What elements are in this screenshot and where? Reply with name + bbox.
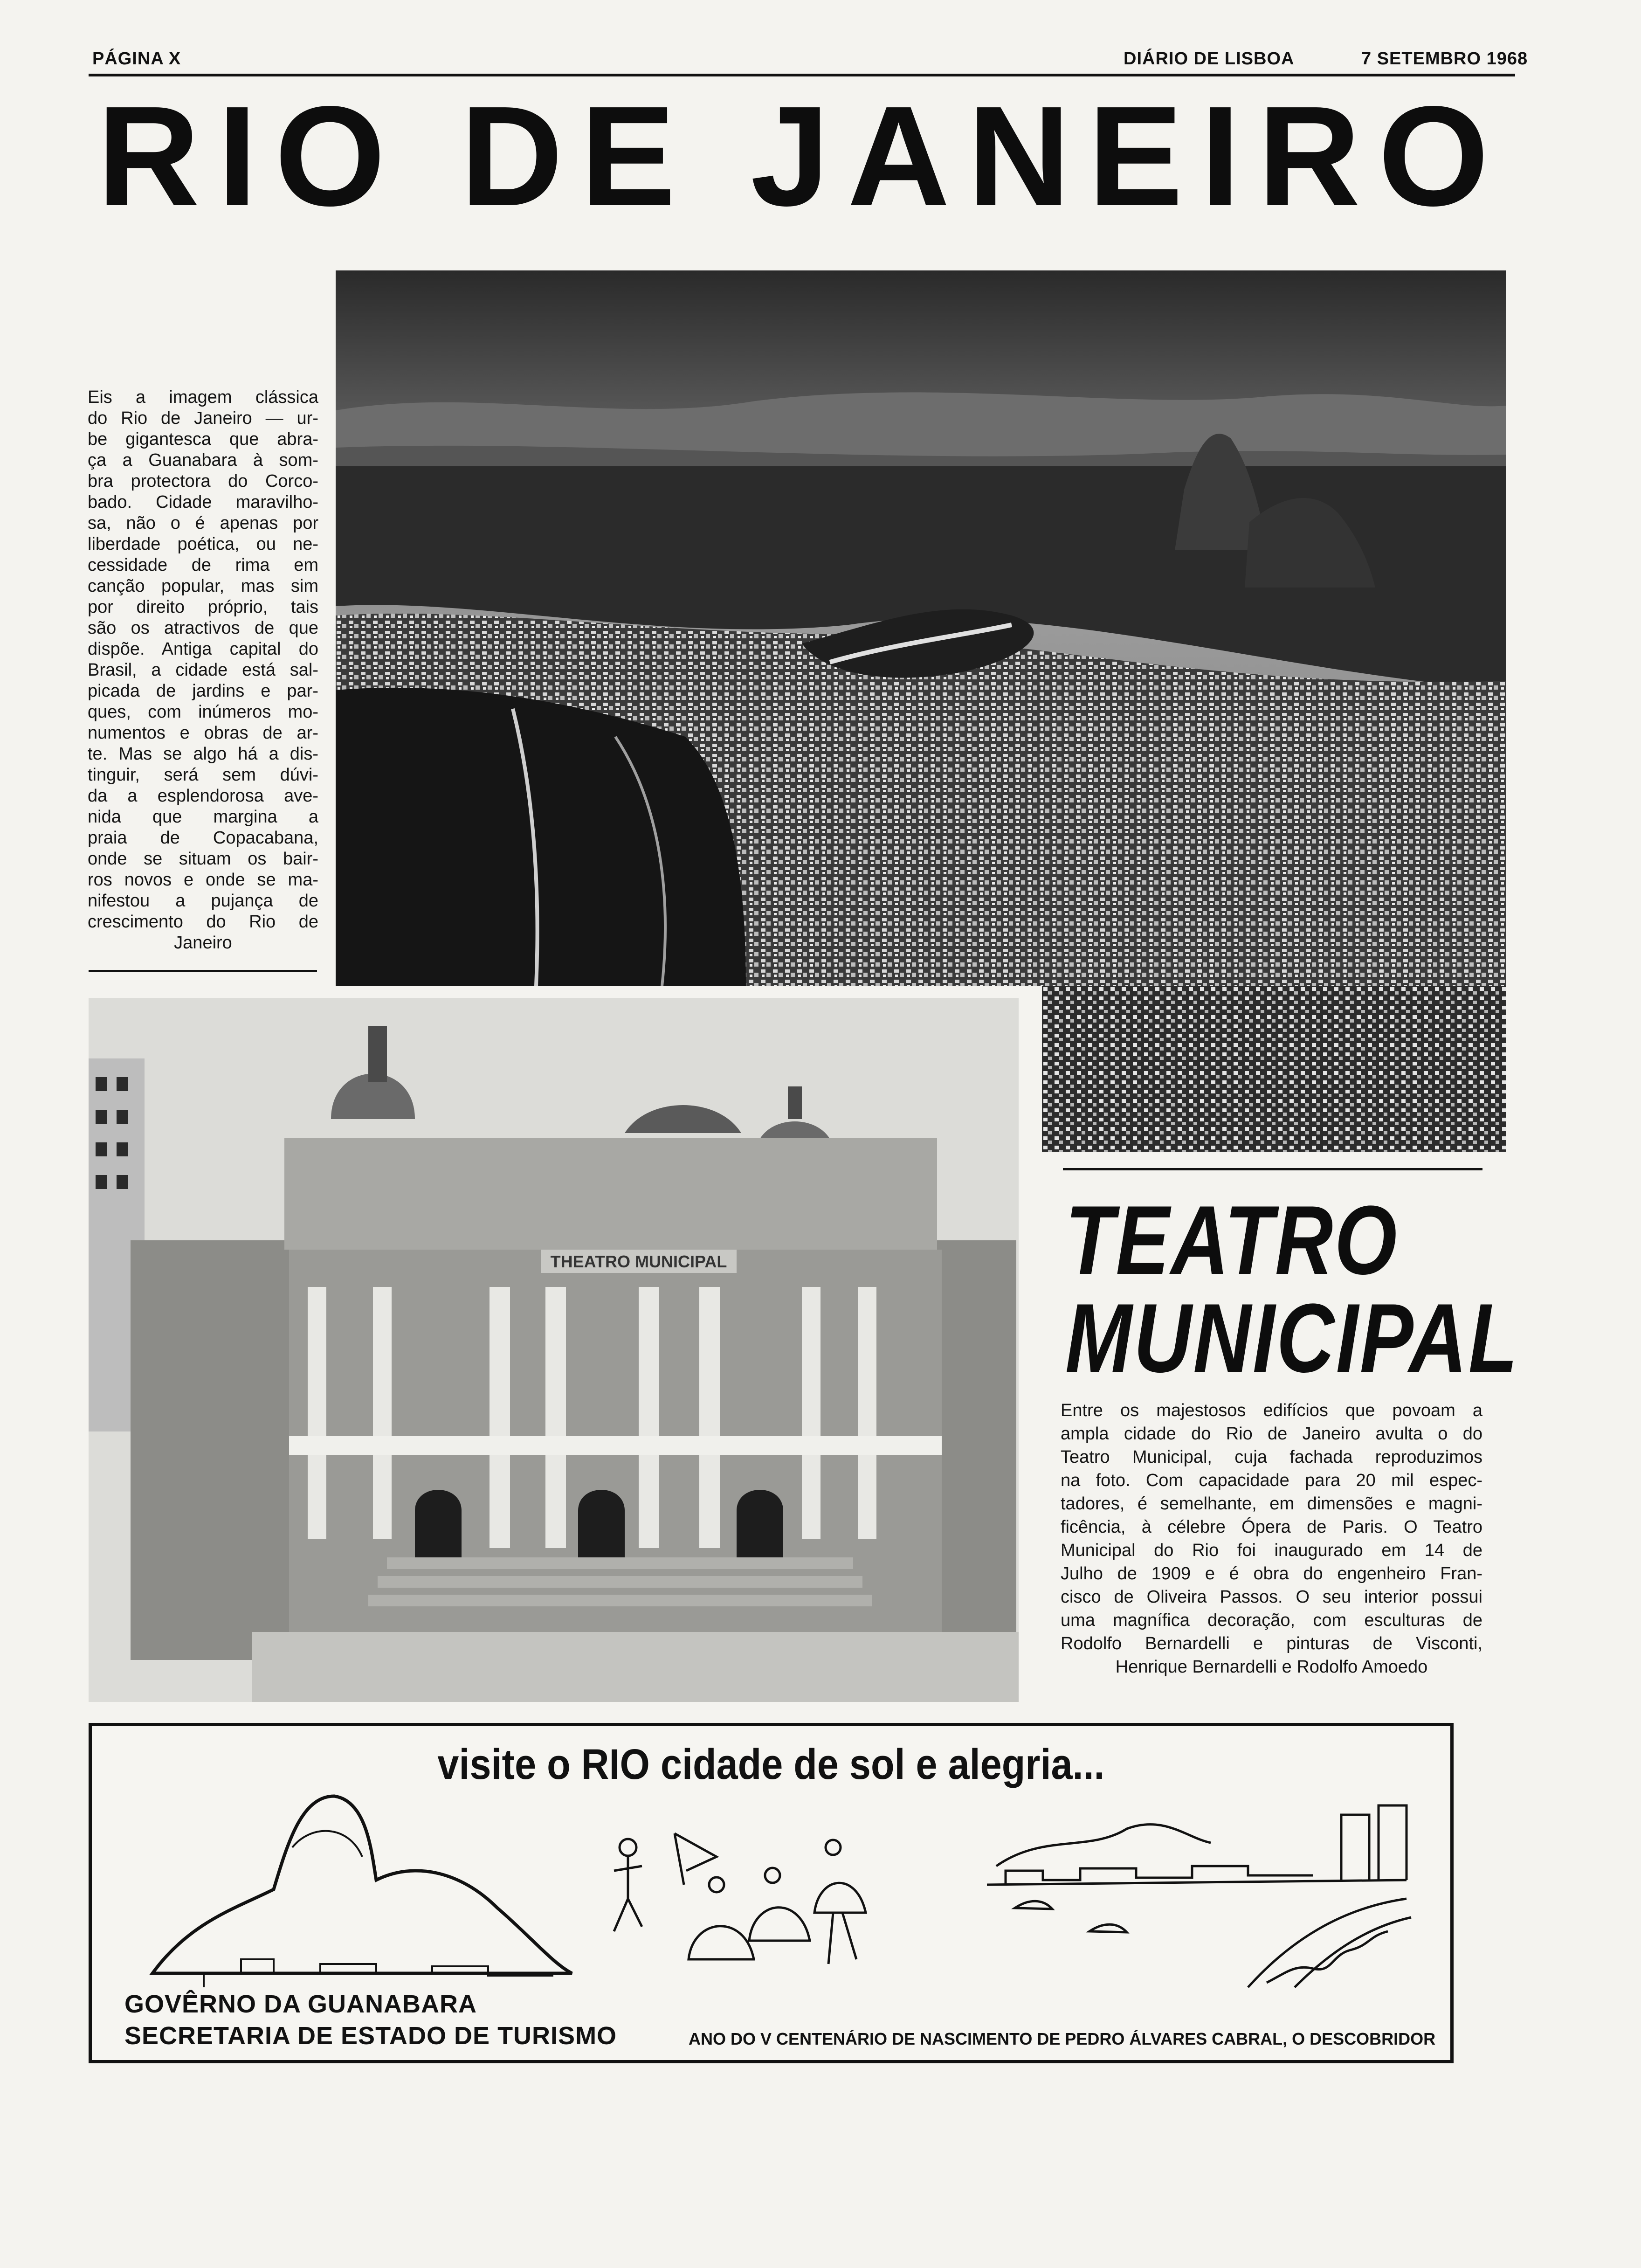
article-line: Eis a imagem clássica — [88, 387, 318, 407]
article-line: ros novos e onde se ma- — [88, 870, 318, 890]
article-line: nida que margina a — [88, 807, 318, 827]
article-line: onde se situam os bair- — [88, 849, 318, 869]
article-line: Entre os majestosos edifícios que povoam a — [1061, 1401, 1482, 1420]
teatro-title-line2: MUNICIPAL — [1065, 1283, 1519, 1393]
teatro-article — [1061, 1399, 1482, 1679]
article-line: nifestou a pujança de — [88, 891, 318, 911]
article-line: ques, com inúmeros mo- — [88, 702, 318, 722]
advert-org-line1: GOVÊRNO DA GUANABARA — [124, 1990, 477, 2018]
teatro-title-line1: TEATRO — [1065, 1185, 1399, 1295]
rio-article — [88, 387, 318, 954]
article-line: Rodolfo Bernardelli e pinturas de Visconti, — [1061, 1634, 1482, 1653]
article-line: ficência, à célebre Ópera de Paris. O Teatro — [1061, 1517, 1482, 1537]
teatro-facade-illustration — [89, 998, 1019, 1702]
city-inset-photo — [1042, 986, 1506, 1152]
article-line: Brasil, a cidade está sal- — [88, 660, 318, 680]
article-line: crescimento do Rio de — [88, 912, 318, 932]
aerial-city-photo — [336, 270, 1506, 986]
advert-footer: ANO DO V CENTENÁRIO DE NASCIMENTO DE PEDRO ÁLVARES CABRAL, O DESCOBRIDOR — [689, 2029, 1436, 2048]
article-line: te. Mas se algo há a dis- — [88, 744, 318, 764]
copacabana-beach-icon — [987, 1787, 1416, 1997]
teatro-headline — [1065, 1185, 1519, 1393]
article-line: cisco de Oliveira Passos. O seu interior possui — [1061, 1587, 1482, 1607]
article-line: sa, não o é apenas por — [88, 513, 318, 533]
article-line: por direito próprio, tais — [88, 597, 318, 617]
article-line: Henrique Bernardelli e Rodolfo Amoedo — [1115, 1657, 1428, 1677]
article-line: picada de jardins e par- — [88, 681, 318, 701]
article-line: tinguir, será sem dúvi- — [88, 765, 318, 785]
carnival-dancers-icon — [595, 1805, 894, 1983]
teatro-top-rule — [1063, 1168, 1482, 1170]
article-line: dispõe. Antiga capital do — [88, 639, 318, 659]
article-line: be gigantesca que abra- — [88, 429, 318, 449]
article-line: Janeiro — [174, 933, 232, 953]
city-inset-illustration — [1042, 986, 1506, 1152]
aerial-city-illustration — [336, 270, 1506, 986]
article-line: ça a Guanabara à som- — [88, 450, 318, 470]
advert-org-line2: SECRETARIA DE ESTADO DE TURISMO — [124, 2022, 617, 2050]
article-line: Municipal do Rio foi inaugurado em 14 de — [1061, 1541, 1482, 1560]
article-line: Julho de 1909 e é obra do engenheiro Fran- — [1061, 1564, 1482, 1583]
page-label: PÁGINA X — [92, 49, 181, 69]
article-line: ampla cidade do Rio de Janeiro avulta o do — [1061, 1424, 1482, 1444]
advert-slogan: visite o RIO cidade de sol e alegria... — [437, 1741, 1105, 1788]
article-line: bra protectora do Corco- — [88, 471, 318, 491]
publication-name: DIÁRIO DE LISBOA — [1124, 49, 1295, 69]
article-line: praia de Copacabana, — [88, 828, 318, 848]
masthead-title: RIO DE JANEIRO — [97, 76, 1507, 235]
sugarloaf-mountain-icon — [134, 1768, 600, 1987]
article-line: na foto. Com capacidade para 20 mil espec- — [1061, 1471, 1482, 1490]
article-rule — [89, 970, 317, 972]
article-line: da a esplendorosa ave- — [88, 786, 318, 806]
article-line: Teatro Municipal, cuja fachada reproduzimos — [1061, 1447, 1482, 1467]
article-line: são os atractivos de que — [88, 618, 318, 638]
article-line: uma magnífica decoração, com esculturas de — [1061, 1611, 1482, 1630]
tourism-advert — [89, 1723, 1454, 2063]
facade-sign: THEATRO MUNICIPAL — [550, 1252, 727, 1271]
article-line: cessidade de rima em — [88, 555, 318, 575]
article-line: liberdade poética, ou ne- — [88, 534, 318, 554]
article-line: do Rio de Janeiro — ur- — [88, 408, 318, 428]
article-line: bado. Cidade maravilho- — [88, 492, 318, 512]
article-line: tadores, é semelhante, em dimensões e magni- — [1061, 1494, 1482, 1514]
issue-date: 7 SETEMBRO 1968 — [1361, 49, 1528, 69]
teatro-municipal-photo — [89, 998, 1019, 1702]
article-line: numentos e obras de ar- — [88, 723, 318, 743]
article-line: canção popular, mas sim — [88, 576, 318, 596]
